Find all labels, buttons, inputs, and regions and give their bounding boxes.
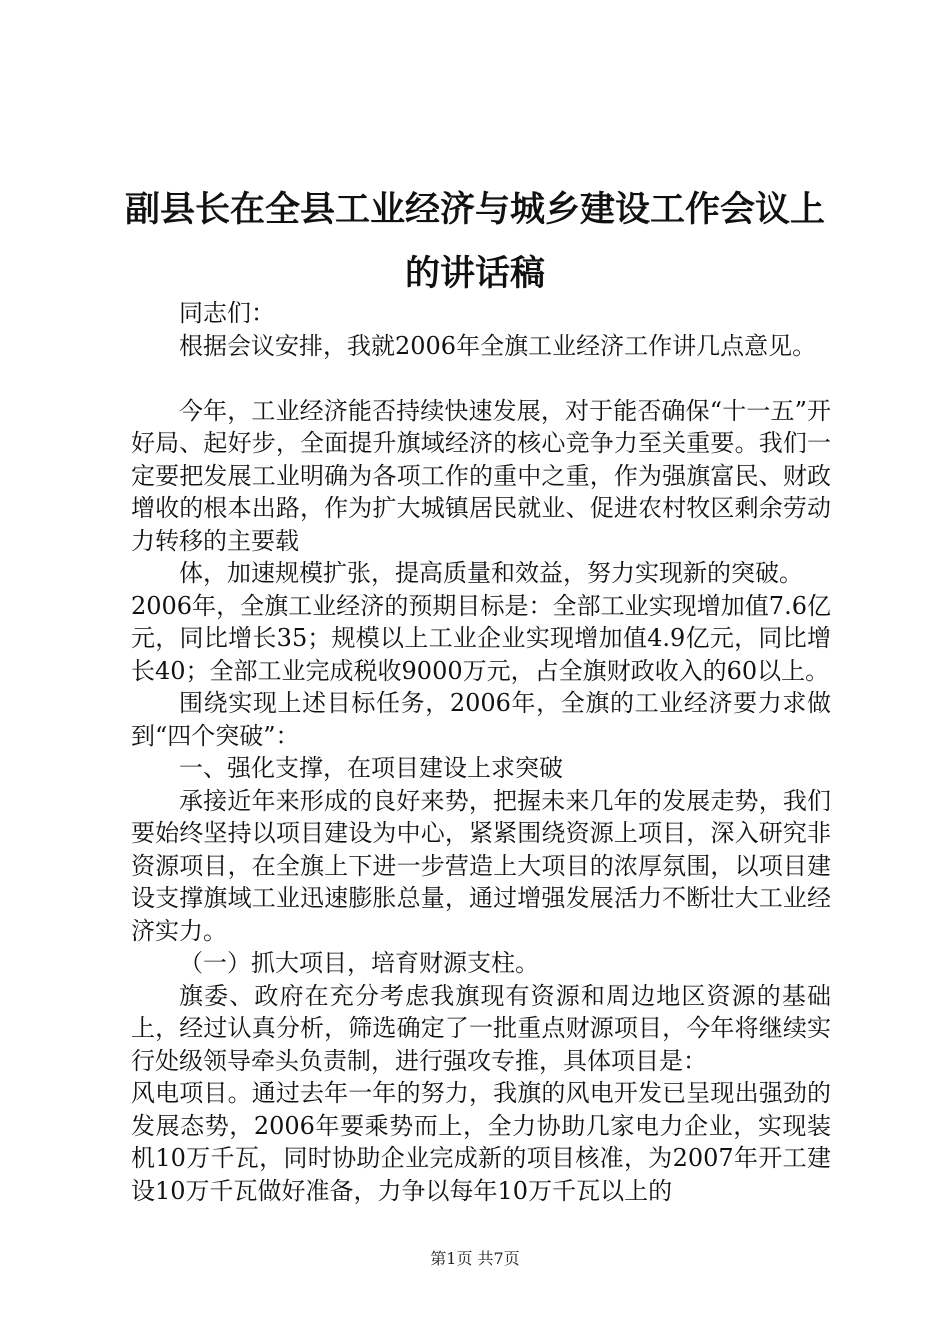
title-line-2: 的讲话稿 [404, 253, 545, 294]
title-line-1: 副县长在全县工业经济与城乡建设工作会议上 [124, 189, 825, 230]
paragraph-targets: 2006年，全旗工业经济的预期目标是：全部工业实现增加值7.6亿元，同比增长35；规模以上工业企业实现增加值4.9亿元，同比增长40；全部工业完成税收9000万元，占全旗财政收入的60以上。 [131, 591, 831, 685]
paragraph-four-breakthroughs: 围绕实现上述目标任务，2006年，全旗的工业经济要力求做到“四个突破”： [131, 689, 831, 750]
section-heading-1: 一、强化支撑，在项目建设上求突破 [179, 754, 563, 782]
salutation: 同志们： [179, 299, 275, 327]
paragraph-continuation: 体，加速规模扩张，提高质量和效益，努力实现新的突破。 [179, 559, 803, 587]
document-body [131, 297, 831, 1207]
page-footer: 第1页 共7页 [430, 1249, 520, 1268]
paragraph-importance: 今年，工业经济能否持续快速发展，对于能否确保“十一五”开好局、起好步，全面提升旗域经济的核心竞争力至关重要。我们一定要把发展工业明确为各项工作的重中之重，作为强旗富民、财政增收的根本出路，作为扩大城镇居民就业、促进农村牧区剩余劳动力转移的主要载 [131, 396, 831, 555]
paragraph-intro: 根据会议安排，我就2006年全旗工业经济工作讲几点意见。 [179, 331, 817, 360]
paragraph-wind-power: 风电项目。通过去年一年的努力，我旗的风电开发已呈现出强劲的发展态势，2006年要乘势而上，全力协助几家电力企业，实现装机10万千瓦，同时协助企业完成新的项目核准，为2007年开工建设10万千瓦做好准备，力争以每年10万千瓦以上的 [131, 1079, 831, 1205]
paragraph-project-construction: 承接近年来形成的良好来势，把握未来几年的发展走势，我们要始终坚持以项目建设为中心，紧紧围绕资源上项目，深入研究非资源项目，在全旗上下进一步营造上大项目的浓厚氛围，以项目建设支撑旗域工业迅速膨胀总量，通过增强发展活力不断壮大工业经济实力。 [131, 786, 831, 945]
subsection-heading-1: （一）抓大项目，培育财源支柱。 [179, 949, 539, 977]
document-title [100, 178, 850, 306]
paragraph-key-projects: 旗委、政府在充分考虑我旗现有资源和周边地区资源的基础上，经过认真分析，筛选确定了一批重点财源项目，今年将继续实行处级领导牵头负责制，进行强攻专推，具体项目是： [131, 981, 831, 1075]
